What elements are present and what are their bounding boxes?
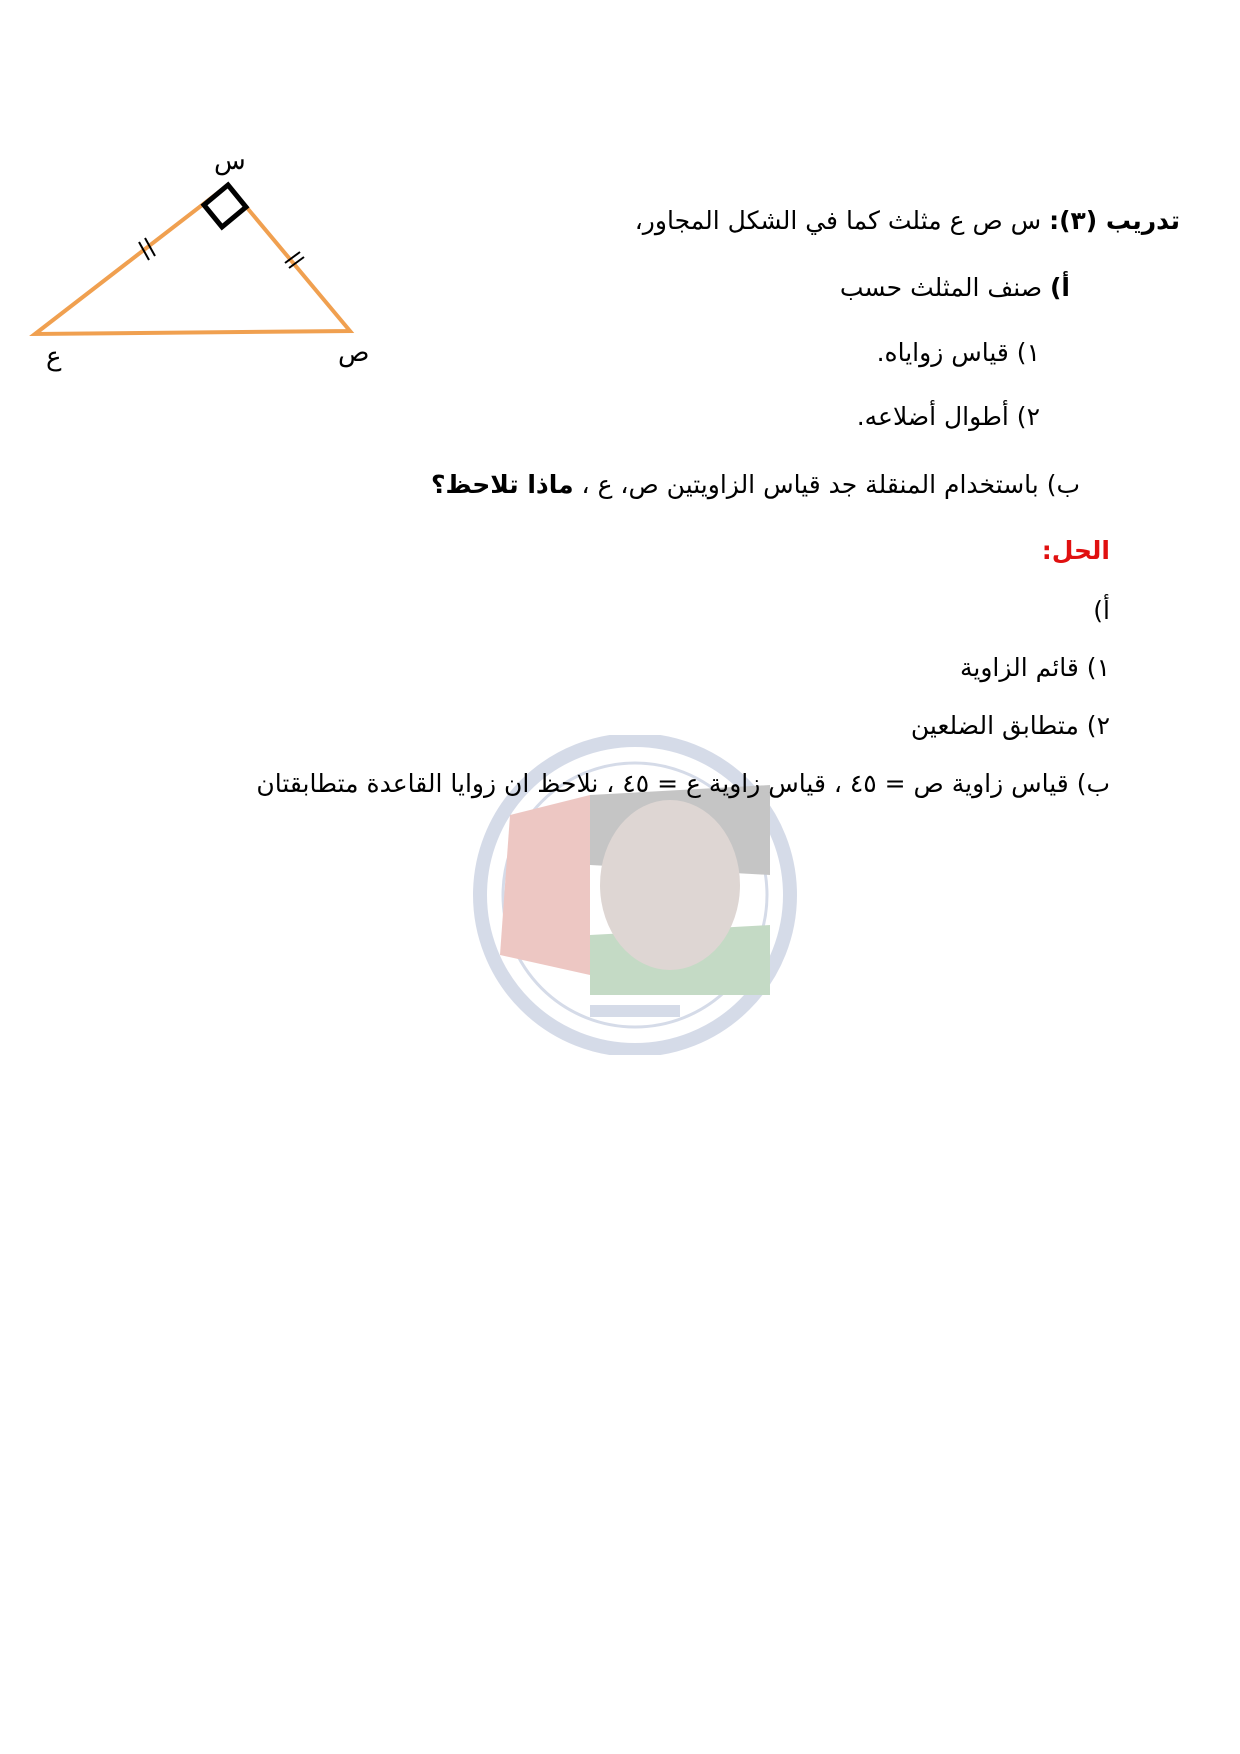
vertex-label-top: س (214, 146, 246, 176)
right-angle-marker (204, 185, 246, 227)
part-a-label: أ) (1050, 273, 1070, 302)
part-b (431, 469, 1080, 501)
vertex-label-left: ع (46, 342, 62, 372)
item-2: ٢) أطوال أضلاعه. (856, 402, 1040, 431)
triangle-shape (35, 185, 350, 334)
solution-answer-2: ٢) متطابق الضلعين (910, 711, 1110, 740)
part-a-text: صنف المثلث حسب (839, 273, 1043, 302)
exercise-text: س ص ع مثلث كما في الشكل المجاور، (634, 206, 1042, 235)
exercise-statement (635, 205, 1180, 237)
part-a (840, 272, 1070, 304)
triangle-figure (0, 0, 420, 390)
item-1: ١) قياس زواياه. (876, 338, 1040, 367)
exercise-title: تدريب (٣): (1049, 206, 1180, 235)
part-b-question: ماذا تلاحظ؟ (430, 470, 574, 499)
solution-answer-b: ب) قياس زاوية ص = ٤٥ ، قياس زاوية ع = ٤٥ ، نلاحظ ان زوايا القاعدة متطابقتان (256, 769, 1110, 798)
solution-answer-1: ١) قائم الزاوية (960, 653, 1110, 682)
solution-part-a: أ) (1093, 596, 1110, 625)
solution-heading: الحل: (1041, 536, 1110, 565)
part-b-text: ب) باستخدام المنقلة جد قياس الزاويتين ص، ع ، (573, 470, 1080, 499)
vertex-label-right: ص (338, 338, 370, 368)
